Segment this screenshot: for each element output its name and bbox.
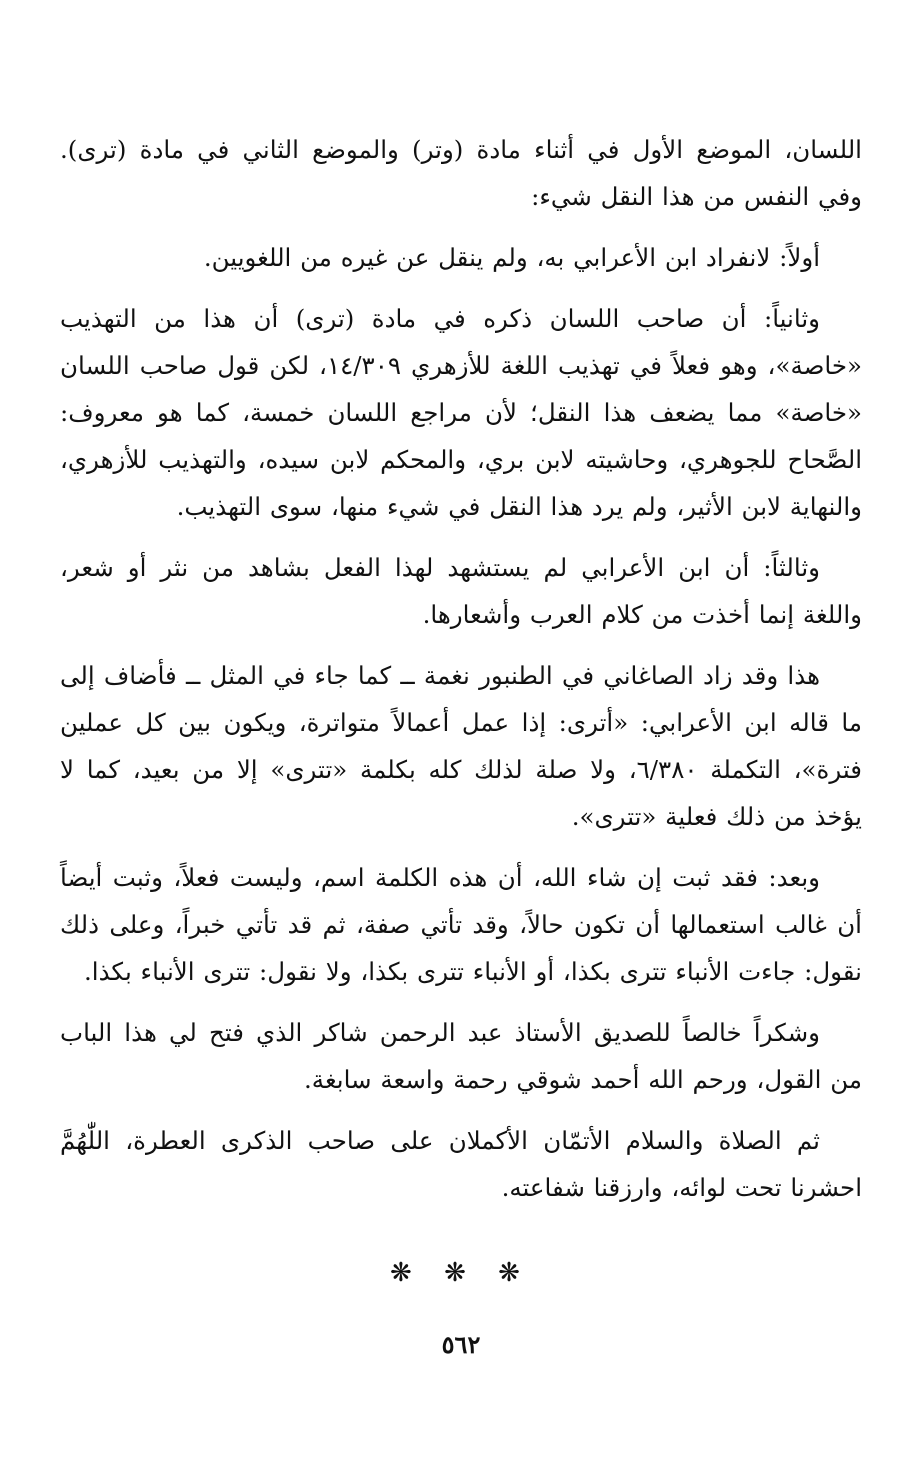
paragraph-continuation: اللسان، الموضع الأول في أثناء مادة (وتر) والموضع الثاني في مادة (ترى). وفي النفس من هذا النقل شيء: bbox=[60, 135, 862, 211]
paragraph-second-point: وثانياً: أن صاحب اللسان ذكره في مادة (ترى) أن هذا من التهذيب «خاصة»، وهو فعلاً في تهذيب اللغة للأزهري ١٤/٣٠٩، لكن قول صاحب اللسان «خاصة» مما يضعف هذا النقل؛ لأن مراجع اللسان خمسة، كما هو معروف: الصَّحاح للجوهري، وحاشيته لابن بري، والمحكم لابن سيده، والتهذيب للأزهري، والنهاية لابن الأثير، ولم يرد هذا النقل في شيء منها، سوى التهذيب. bbox=[60, 304, 862, 521]
paragraph-conclusion: وبعد: فقد ثبت إن شاء الله، أن هذه الكلمة اسم، وليست فعلاً، وثبت أيضاً أن غالب استعمالها أن تكون حالاً، وقد تأتي صفة، ثم قد تأتي خبراً، وعلى ذلك نقول: جاءت الأنباء تترى بكذا، أو الأنباء تترى بكذا، ولا نقول: تترى الأنباء بكذا. bbox=[60, 863, 862, 986]
paragraph-thanks: وشكراً خالصاً للصديق الأستاذ عبد الرحمن شاكر الذي فتح لي هذا الباب من القول، ورحم الله أحمد شوقي رحمة واسعة سابغة. bbox=[60, 1018, 862, 1094]
page-number: ٥٦٢ bbox=[441, 1330, 481, 1359]
section-separator: ❋ ❋ ❋ bbox=[390, 1258, 532, 1288]
paragraph-saghani: هذا وقد زاد الصاغاني في الطنبور نغمة ــ كما جاء في المثل ــ فأضاف إلى ما قاله ابن الأعرابي: «أترى: إذا عمل أعمالاً متواترة، ويكون بين كل عملين فترة»، التكملة ٦/٣٨٠، ولا صلة لذلك كله بكلمة «تترى» إلا من بعيد، كما لا يؤخذ من ذلك فعلية «تترى». bbox=[60, 661, 862, 831]
paragraph-closing-prayer: ثم الصلاة والسلام الأتمّان الأكملان على صاحب الذكرى العطرة، اللّٰهُمَّ احشرنا تحت لوائه، وارزقنا شفاعته. bbox=[60, 1126, 862, 1202]
paragraph-third-point: وثالثاً: أن ابن الأعرابي لم يستشهد لهذا الفعل بشاهد من نثر أو شعر، واللغة إنما أخذت من كلام العرب وأشعارها. bbox=[60, 553, 862, 629]
paragraph-first-point: أولاً: لانفراد ابن الأعرابي به، ولم ينقل عن غيره من اللغويين. bbox=[203, 243, 820, 272]
